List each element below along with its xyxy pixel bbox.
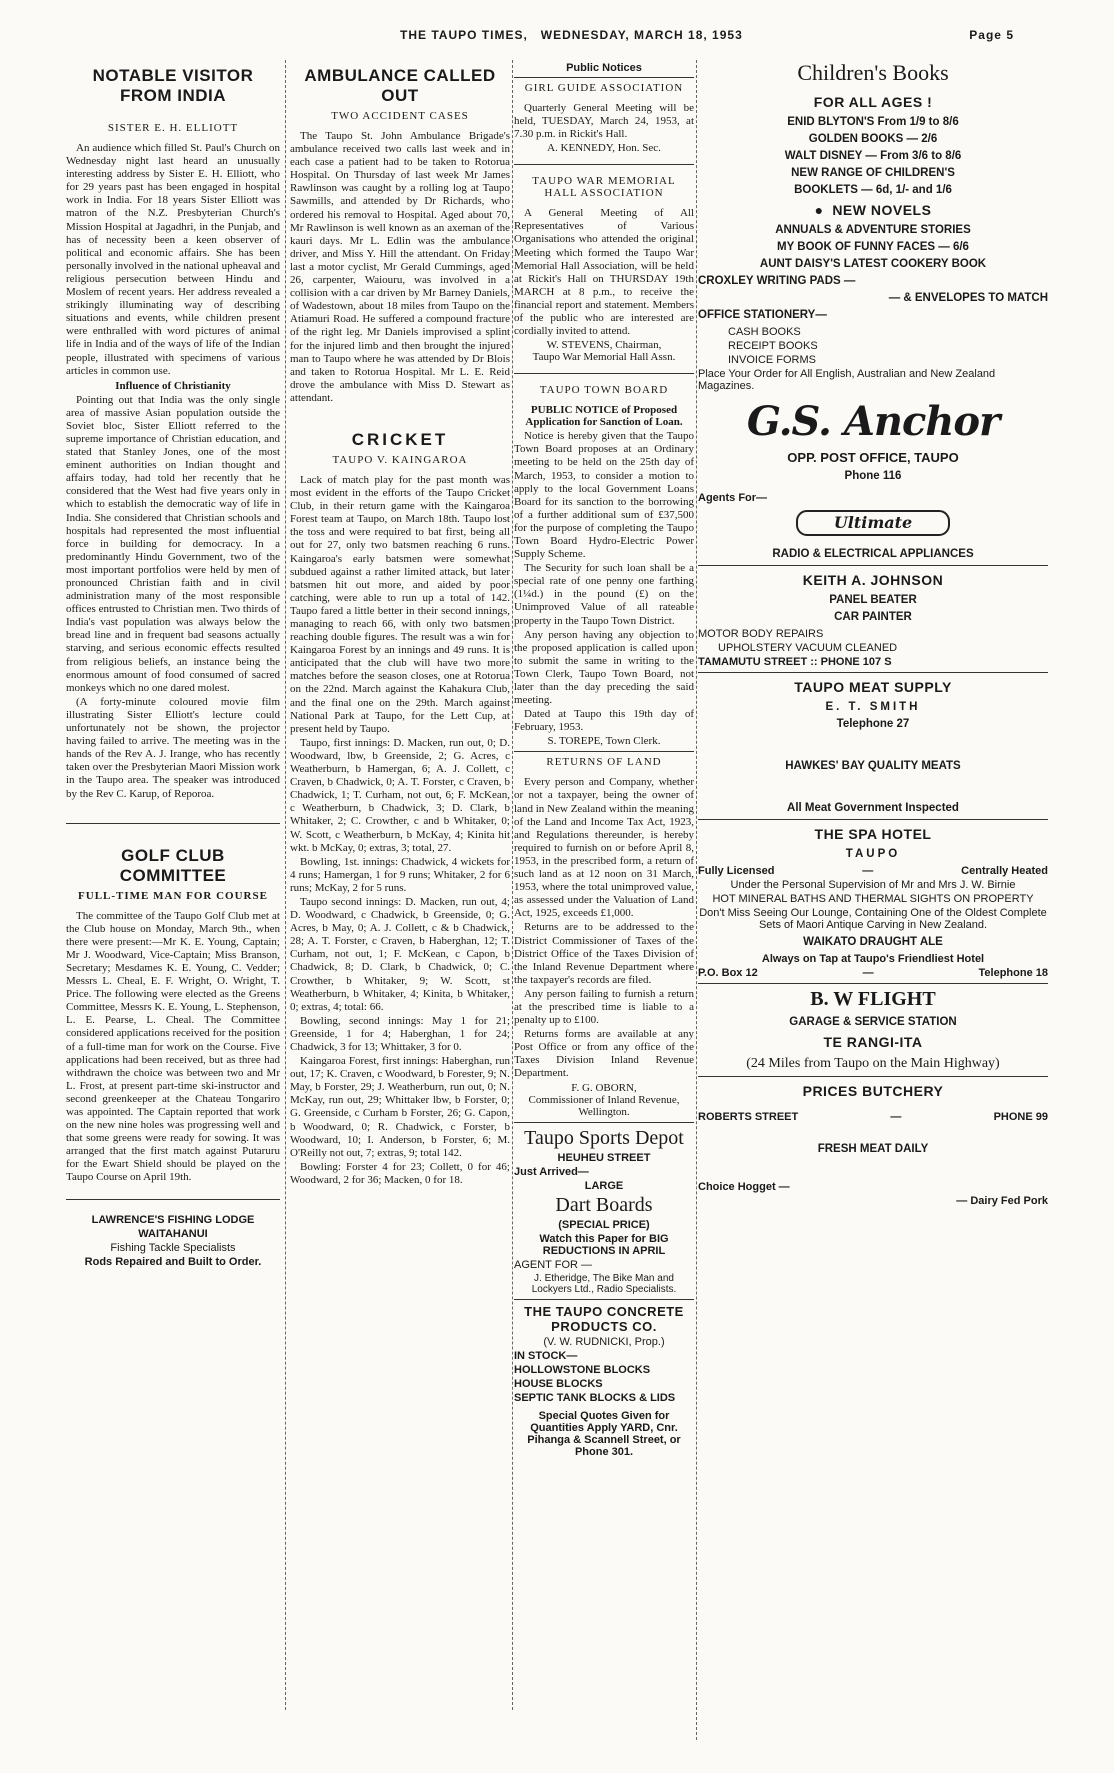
- notice-paragraph: Notice is hereby given that the Taupo Town Board proposes at an Ordinary meeting to be held on the 25th day of March, 1953, to consider a motion to apply to the local Government Loans Board for its sanction to the borrowing of a further additional sum of £37,500 for the purpose of completing the Taupo Town Board Hydro-Electric Power Supply Scheme.: [514, 430, 694, 561]
- ad-line: UPHOLSTERY VACUUM CLEANED: [718, 642, 898, 654]
- anchor-ad: [698, 398, 1048, 560]
- phone: PHONE 99: [993, 1111, 1048, 1123]
- article-paragraph: Pointing out that India was the only single area of massive Asian population outside the Soviet bloc, Sister Elliott referred to the supreme importance of Christian education, and stated that Stanley Jones, one of the most eminent authorities on Indian thought and affairs today, had told her recently that he considered that the West had five years only in which to establish the democratic way of life in India. She considered that Christian schools and hospitals had represented the most influential force in building for democracy. In a predominantly Hindu Government, two of the most important portfolios were held by men of pronounced Christian faith and in civil administration many of the most responsible offices entrusted to Christian men. Two thirds of India's vast population was always below the bread line and in frequent bad seasons actually starving, and serious economic effects resulted from religious beliefs, an instance being the enormous amount of food consumed of sacred monkeys which no one dared molest.: [66, 393, 280, 694]
- divider: [698, 672, 1048, 673]
- ultimate-logo: Ultimate: [796, 510, 950, 536]
- ad-line: INVOICE FORMS: [728, 354, 817, 366]
- ad-line: MOTOR BODY REPAIRS: [698, 628, 824, 640]
- divider: [698, 819, 1048, 820]
- ad-line: HOUSE BLOCKS: [514, 1377, 603, 1390]
- ad-line: HOT MINERAL BATHS AND THERMAL SIGHTS ON PROPERTY: [712, 893, 1034, 905]
- ad-line: CAR PAINTER: [834, 611, 912, 623]
- ad-line: TE RANGI-ITA: [823, 1034, 923, 1050]
- ad-line: WAITAHANUI: [138, 1227, 208, 1240]
- notice-paragraph: Every person and Company, whether or not a taxpayer, being the owner of land in New Zealand within the meaning of the Land and Income Tax Act, 1923, and Regulations thereunder, is hereby required to furnish on or before April 8, 1953, in the prescribed form, a return of such land as at 12 noon on 31 March, 1953, where the total unimproved value, as assessed under the Valuation of Land Act, 1925, exceeds £1,000.: [514, 776, 694, 920]
- divider: [514, 1299, 694, 1300]
- article-title: AMBULANCE CALLED OUT: [304, 66, 496, 105]
- ad-line: Place Your Order for All English, Australian and New Zealand Magazines.: [698, 368, 996, 392]
- article-paragraph: An audience which filled St. Paul's Church on Wednesday night last heard an unusually interesting address by Sister E. H. Elliott, who for 29 years past has been engaged in hospital work in India. For 18 years Sister Elliott was matron of the N.Z. Presbyterian Church's Mission Hospital at Jagadhri, in the Punjab, and has of necessity been a keen observer of political and economic affairs. She has been personally involved in the national upheaval and religious persecution between Hindu and Moslem of recent years. Her address revealed a strikingly illuminating way of describing situations and events, while children present were enthralled with word pictures of animal life in India and of the ways of life of the Indian people, illustrated with specimens of various articles in common use.: [66, 142, 280, 377]
- ad-line: MY BOOK OF FUNNY FACES — 6/6: [777, 241, 969, 253]
- ad-line: Just Arrived—: [514, 1165, 589, 1178]
- ad-line: NEW RANGE OF CHILDREN'S: [791, 167, 955, 179]
- ad-line: P.O. Box 12 — Telephone 18: [698, 967, 1048, 979]
- article-paragraph: The Taupo St. John Ambulance Brigade's ambulance received two calls last week and in each case a patient had to be taken to Rotorua Hospital. On Thursday of last week Mr James Rawlinson was caught by a rolling log at Taupo Sawmills, and attended by Dr Richards, who ordered his removal to Hospital. Aged about 70, Mr Rawlinson is well known as an axeman of the kauri days. Mr L. Edlin was the ambulance driver, and Miss Y. Hill the attendant. On Friday last a motor cyclist, Mr Gerald Cummings, aged 26, carpenter, Waiouru, was involved in a collision with a car driven by Mr Barney Daniels, of Wadestown, about 18 miles from Taupo on the Atiamuri Road. He suffered a compound fracture of the right leg. Mr Daniels improvised a splint for the injured limb and then brought the injured man to Taupo where he was attended by Dr Blois and taken to Rotorua Hospital. Mr L. E. Reid drove the ambulance with Miss D. Stewart as attendant.: [290, 130, 510, 404]
- ad-name: PRICES BUTCHERY: [802, 1083, 944, 1099]
- ad-line: LARGE: [584, 1179, 624, 1192]
- ad-line: IN STOCK—: [514, 1349, 578, 1362]
- column-rule: [696, 60, 697, 1740]
- issue-date: WEDNESDAY, MARCH 18, 1953: [540, 28, 743, 42]
- ad-line: Under the Personal Supervision of Mr and Mrs J. W. Birnie: [730, 879, 1016, 891]
- street: ROBERTS STREET: [698, 1111, 799, 1123]
- notice-signature: F. G. OBORN,: [571, 1081, 637, 1094]
- ambulance-article: [290, 66, 510, 405]
- column-rule: [285, 60, 286, 1710]
- ad-line: BOOKLETS — 6d, 1/- and 1/6: [794, 184, 952, 196]
- column-3: [514, 60, 694, 1720]
- ad-line: AUNT DAISY'S LATEST COOKERY BOOK: [759, 258, 987, 270]
- notice-paragraph: Returns are to be addressed to the District Commissioner of Taxes of the District Office of the Taxes Division of the Inland Revenue Department where the taxpayer's records are filed.: [514, 921, 694, 986]
- telephone: Telephone 18: [978, 967, 1048, 979]
- page-header: [0, 24, 1114, 46]
- ad-line: ENID BLYTON'S From 1/9 to 8/6: [787, 116, 959, 128]
- divider: [66, 823, 280, 824]
- ad-line: GARAGE & SERVICE STATION: [789, 1016, 957, 1028]
- notice-title: RETURNS OF LAND: [546, 756, 662, 769]
- ad-line: ANNUALS & ADVENTURE STORIES: [775, 224, 971, 236]
- notice-title: TAUPO TOWN BOARD: [539, 384, 669, 397]
- article-title: CRICKET: [351, 429, 449, 449]
- ad-line: Rods Repaired and Built to Order.: [84, 1255, 262, 1268]
- ad-name: B. W FLIGHT: [810, 988, 936, 1010]
- article-paragraph: Bowling: Forster 4 for 23; Collett, 0 for 46; Woodward, 2 for 36; Macken, 0 for 18.: [290, 1160, 510, 1186]
- notice-paragraph: Returns forms are available at any Post Office or from any office of the Taxes Division Inland Revenue Department.: [514, 1028, 694, 1080]
- prices-butchery-ad: [698, 1083, 1048, 1207]
- article-paragraph: Bowling, 1st. innings: Chadwick, 4 wickets for 4 runs; Hamergan, 1 for 9 runs; Whitaker, 2 for 6 runs; McKay, 2 for 5 runs.: [290, 855, 510, 894]
- po-box: P.O. Box 12: [698, 967, 758, 979]
- ad-name: Children's Books: [797, 60, 949, 85]
- concrete-ad: [514, 1304, 694, 1458]
- article-paragraph: Bowling, second innings: May 1 for 21; Greenside, 1 for 4; Haberghan, 1 for 24; Chadwick, 3 for 13; Whittaker, 3 for 0.: [290, 1014, 510, 1053]
- divider: [514, 1122, 694, 1123]
- ad-line: FRESH MEAT DAILY: [817, 1143, 929, 1155]
- ad-line: (V. W. RUDNICKI, Prop.): [543, 1335, 665, 1348]
- golf-article: [66, 846, 280, 1185]
- notice-signature: Wellington.: [578, 1105, 630, 1118]
- ad-line: OFFICE STATIONERY—: [698, 309, 827, 321]
- townboard-notice: [514, 384, 694, 747]
- notice-paragraph: A General Meeting of All Representatives of Various Organisations who attended the original Meeting which formed the Taupo War Memorial Hall Association, will be held at Rickit's Hall on THURSDAY 19th MARCH at 8 p.m., to receive the financial report and statement. Members of the public who are interested are cordially invited to attend.: [514, 207, 694, 338]
- column-1: [66, 60, 280, 1700]
- ad-line: Choice Hogget —: [698, 1181, 790, 1193]
- ad-name: TAUPO MEAT SUPPLY: [794, 679, 952, 695]
- ad-line: CASH BOOKS: [728, 326, 801, 338]
- article-title: GOLF CLUB COMMITTEE: [119, 845, 227, 885]
- notice-signature: Commissioner of Inland Revenue,: [528, 1093, 680, 1106]
- masthead-date: [400, 28, 743, 42]
- ad-line: Don't Miss Seeing Our Lounge, Containing One of the Oldest Complete Sets of Maori Antique Carving in New Zealand.: [699, 907, 1047, 931]
- column-rule: [512, 60, 513, 1710]
- article-subtitle: TAUPO V. KAINGAROA: [332, 453, 468, 466]
- ad-line: (SPECIAL PRICE): [558, 1218, 650, 1231]
- sports-depot-ad: [514, 1127, 694, 1295]
- column-2: [290, 60, 510, 1710]
- ad-line: — & ENVELOPES TO MATCH: [888, 292, 1048, 304]
- divider: [514, 373, 694, 374]
- article-paragraph: Taupo second innings: D. Macken, run out, 4; D. Woodward, c Chadwick, b Greenside, 0; G. Acres, b May, 0; A. J. Collett, c & b Chadwick, 28; A. T. Forster, c Craven, b Haberghan, 12; T. Curham, not out, 1; F. McKean, c Capon, b Chadwick, 8; D. Clark, b Chadwick, 0; C. Crowther, b Whitaker, 9; W. Scott, st Weatherburn, b Whitaker, 4; Kinita, b Whitaker, 0; extras, 4; total: 66.: [290, 895, 510, 1013]
- ad-line: HEUHEU STREET: [557, 1151, 651, 1164]
- page-number: Page 5: [969, 28, 1014, 42]
- ad-line: PANEL BEATER: [829, 594, 917, 606]
- ad-line: Telephone 27: [836, 718, 910, 730]
- notice-signature: S. TOREPE, Town Clerk.: [547, 735, 661, 748]
- ad-name: Taupo Sports Depot: [524, 1126, 684, 1149]
- ad-line: Special Quotes Given for Quantities Apply YARD, Cnr. Pihanga & Scannell Street, or Phone 301.: [527, 1409, 681, 1458]
- ad-line: E. T. SMITH: [825, 701, 921, 713]
- article-title: NOTABLE VISITOR FROM INDIA: [92, 66, 254, 105]
- notice-paragraph: Any person failing to furnish a return at the prescribed time is liable to a penalty up to £100.: [514, 987, 694, 1027]
- ad-line: — Dairy Fed Pork: [956, 1195, 1048, 1207]
- ad-line: RECEIPT BOOKS: [728, 340, 818, 352]
- ad-line: SEPTIC TANK BLOCKS & LIDS: [514, 1391, 676, 1404]
- bullet-icon: ●: [814, 202, 824, 218]
- column-4: [698, 60, 1048, 1760]
- keith-ad: [698, 572, 1048, 668]
- ad-line: HOLLOWSTONE BLOCKS: [514, 1363, 651, 1376]
- ad-line: Watch this Paper for BIG REDUCTIONS IN APRIL: [539, 1232, 669, 1257]
- ad-line: GOLDEN BOOKS — 2/6: [808, 133, 938, 145]
- ad-line: HAWKES' BAY QUALITY MEATS: [785, 760, 961, 772]
- flight-ad: [698, 988, 1048, 1072]
- guide-notice: [514, 82, 694, 154]
- paper-name: THE TAUPO TIMES,: [400, 28, 528, 42]
- land-notice: [514, 756, 694, 1117]
- ad-line: (24 Miles from Taupo on the Main Highway): [746, 1056, 1000, 1071]
- ad-line: TAMAMUTU STREET :: PHONE 107 S: [698, 656, 892, 668]
- memorial-notice: [514, 175, 694, 363]
- anchor-logo: G.S. Anchor: [746, 398, 1000, 445]
- notice-paragraph: Any person having any objection to the proposed application is called upon to submit the same in writing to the Town Clerk, Taupo Town Board, not later than the day preceding the said meeting.: [514, 628, 694, 707]
- visitor-article: [66, 66, 280, 801]
- ad-name: THE TAUPO CONCRETE PRODUCTS CO.: [524, 1303, 684, 1334]
- spa-hotel-ad: [698, 826, 1048, 979]
- books-ad: [698, 60, 1048, 392]
- ad-line: Always on Tap at Taupo's Friendliest Hotel: [761, 953, 985, 965]
- heated-label: Centrally Heated: [961, 865, 1048, 877]
- notice-signature: W. STEVENS, Chairman,: [546, 339, 662, 352]
- ad-line: All Meat Government Inspected: [787, 802, 959, 814]
- article-paragraph: Kaingaroa Forest, first innings: Haberghan, run out, 17; K. Craven, c Woodward, b Forester, 9; N. May, b Forster, 29; J. Weatherburn, run out, 0; N. McKay, run out, 29; Whittaker lbw, b Forster, 0; G. Greenside, c Curham b Forster, 26; G. Capon, b Woodward, 0; R. Chadwick, c Forster, b Woodward, 10; I. Anderson, b Forster, 6; M. O'Reilly not out, 7; extras, 9; total 142.: [290, 1055, 510, 1159]
- ad-line: WAIKATO DRAUGHT ALE: [803, 936, 943, 948]
- ad-line: OPP. POST OFFICE, TAUPO: [787, 450, 959, 465]
- article-paragraph: (A forty-minute coloured movie film illustrating Sister Elliott's lecture could unfortunately not be shown, the projector having failed to arrive. The meeting was in the hands of the Rev A. J. Irange, who has recently taken over the Presbyterian Maori Mission work in the Taupo area. The speaker was introduced by the Rev C. Karup, of Reporoa.: [66, 695, 280, 800]
- fishing-ad: [66, 1214, 280, 1268]
- divider: [698, 1076, 1048, 1077]
- cricket-article: [290, 430, 510, 1187]
- article-subtitle: FULL-TIME MAN FOR COURSE: [78, 889, 268, 902]
- ad-name: KEITH A. JOHNSON: [802, 572, 944, 588]
- divider: [514, 164, 694, 165]
- ad-line: FOR ALL AGES !: [813, 94, 933, 110]
- ad-line: AGENT FOR —: [514, 1258, 593, 1271]
- article-paragraph: Lack of match play for the past month was most evident in the efforts of the Taupo Cricket Club, in their return game with the Kaingaroa Forest team at Taupo, on March 18th. Taupo lost the toss and were required to bat first, being all out for 27, only two batsmen reaching 6 runs. Kaingaroa's early batsmen were somewhat subdued against a rather limited attack, but later batsmen hit out more, and aided by poor catching, were able to run up a total of 142. Taupo fared a little better in their second innings, managing to reach 66, with only two batsmen reaching double figures. The result was a win for Kaingaroa Forest by an innings and 49 runs. It is anticipated that the club will have two more matches before the season closes, one at Rotorua on the 22nd. March against the Kahakura Club, and the final one on the 29th. March against National Park at Taupo, for the Lett Cup, at present held by Taupo.: [290, 473, 510, 735]
- article-subtitle: TWO ACCIDENT CASES: [331, 110, 469, 122]
- article-paragraph: The committee of the Taupo Golf Club met at the Club house on Monday, March 9th., when there were present:—Mr K. E. Young, Captain; Mr J. Woodward, Vice-Captain; Miss Branson, Secretary; Mesdames K. E. Young, C. Vedder; Messrs L. Cheal, E. F. Wright, O. Wright, T. Price. The following were elected as the Greens Committee, Messrs K. E. Young, L. Stephenson, L. E. Pearse, L. Cheal. The Committee considered applications received for the position of a full-time man for work on the Course. Five applications had been received, but as three had withdrawn the choice was between two and Mr L. Frost, at present part-time ski-instructor and second greenkeeper at the Chateau Tongariro was appointed. The Captain reported that work on the new nine holes was progressing well and that some greens were ready for sowing. It was arranged that the first match against Putaruru for the Ewart Shield should be played on the Taupo Course on April 19th.: [66, 909, 280, 1184]
- notice-signature: Taupo War Memorial Hall Assn.: [532, 351, 676, 364]
- ad-line: Fully Licensed — Centrally Heated: [698, 865, 1048, 877]
- article-paragraph: Taupo, first innings: D. Macken, run out, 0; D. Woodward, lbw, b Greenside, 2; G. Acres, c Weatherburn, b Hamergan, 6; A. J. Collett, c Craven, b Chadwick, 0; A. T. Forster, c Craven, b Chadwick, 1; T. Curham, not out, 6; F. McKean, c Weatherburn, b Chadwick, 3; D. Clark, b Whitaker, 2; C. Crowther, c and b Whitaker, 0; W. Scott, c Weatherburn, b McKay, 4; Kinita hit wkt. b McKay, 0; extras, 3; total, 27.: [290, 736, 510, 854]
- notice-subtitle: PUBLIC NOTICE of Proposed Application for Sanction of Loan.: [525, 404, 683, 429]
- divider: [698, 983, 1048, 984]
- notice-signature: A. KENNEDY, Hon. Sec.: [547, 142, 661, 155]
- ad-name: THE SPA HOTEL: [814, 826, 932, 842]
- article-subhead: Influence of Christianity: [115, 379, 231, 392]
- ad-line: Dart Boards: [555, 1193, 653, 1216]
- new-novels: NEW NOVELS: [832, 202, 932, 218]
- notice-paragraph: The Security for such loan shall be a special rate of one penny one farthing (1¼d.) in the pound (£) on the Unimproved Value of all rateable property in the Taupo Town District.: [514, 562, 694, 627]
- ad-line: RADIO & ELECTRICAL APPLIANCES: [772, 548, 974, 560]
- ad-line: [698, 202, 1048, 218]
- licensed-label: Fully Licensed: [698, 865, 775, 877]
- ad-line: Fishing Tackle Specialists: [110, 1241, 236, 1254]
- divider: [66, 1199, 280, 1200]
- article-subtitle: SISTER E. H. ELLIOTT: [107, 122, 239, 134]
- notice-title: GIRL GUIDE ASSOCIATION: [524, 82, 684, 94]
- ad-line: CROXLEY WRITING PADS —: [698, 275, 856, 287]
- meat-ad: [698, 679, 1048, 814]
- ad-line: ROBERTS STREET — PHONE 99: [698, 1111, 1048, 1123]
- ad-line: J. Etheridge, The Bike Man and Lockyers Ltd., Radio Specialists.: [531, 1272, 677, 1295]
- ad-line: Agents For—: [698, 492, 768, 504]
- notice-title: TAUPO WAR MEMORIAL HALL ASSOCIATION: [532, 175, 676, 200]
- ad-line: WALT DISNEY — From 3/6 to 8/6: [784, 150, 962, 162]
- divider: [514, 751, 694, 752]
- section-heading: Public Notices: [514, 62, 694, 78]
- notice-paragraph: Dated at Taupo this 19th day of February, 1953.: [514, 708, 694, 734]
- ad-line: LAWRENCE'S FISHING LODGE: [91, 1213, 255, 1226]
- divider: [698, 565, 1048, 566]
- notice-paragraph: Quarterly General Meeting will be held, TUESDAY, March 24, 1953, at 7.30 p.m. in Rickit's Hall.: [514, 102, 694, 141]
- ad-line: Phone 116: [844, 470, 902, 482]
- ad-line: TAUPO: [845, 848, 901, 860]
